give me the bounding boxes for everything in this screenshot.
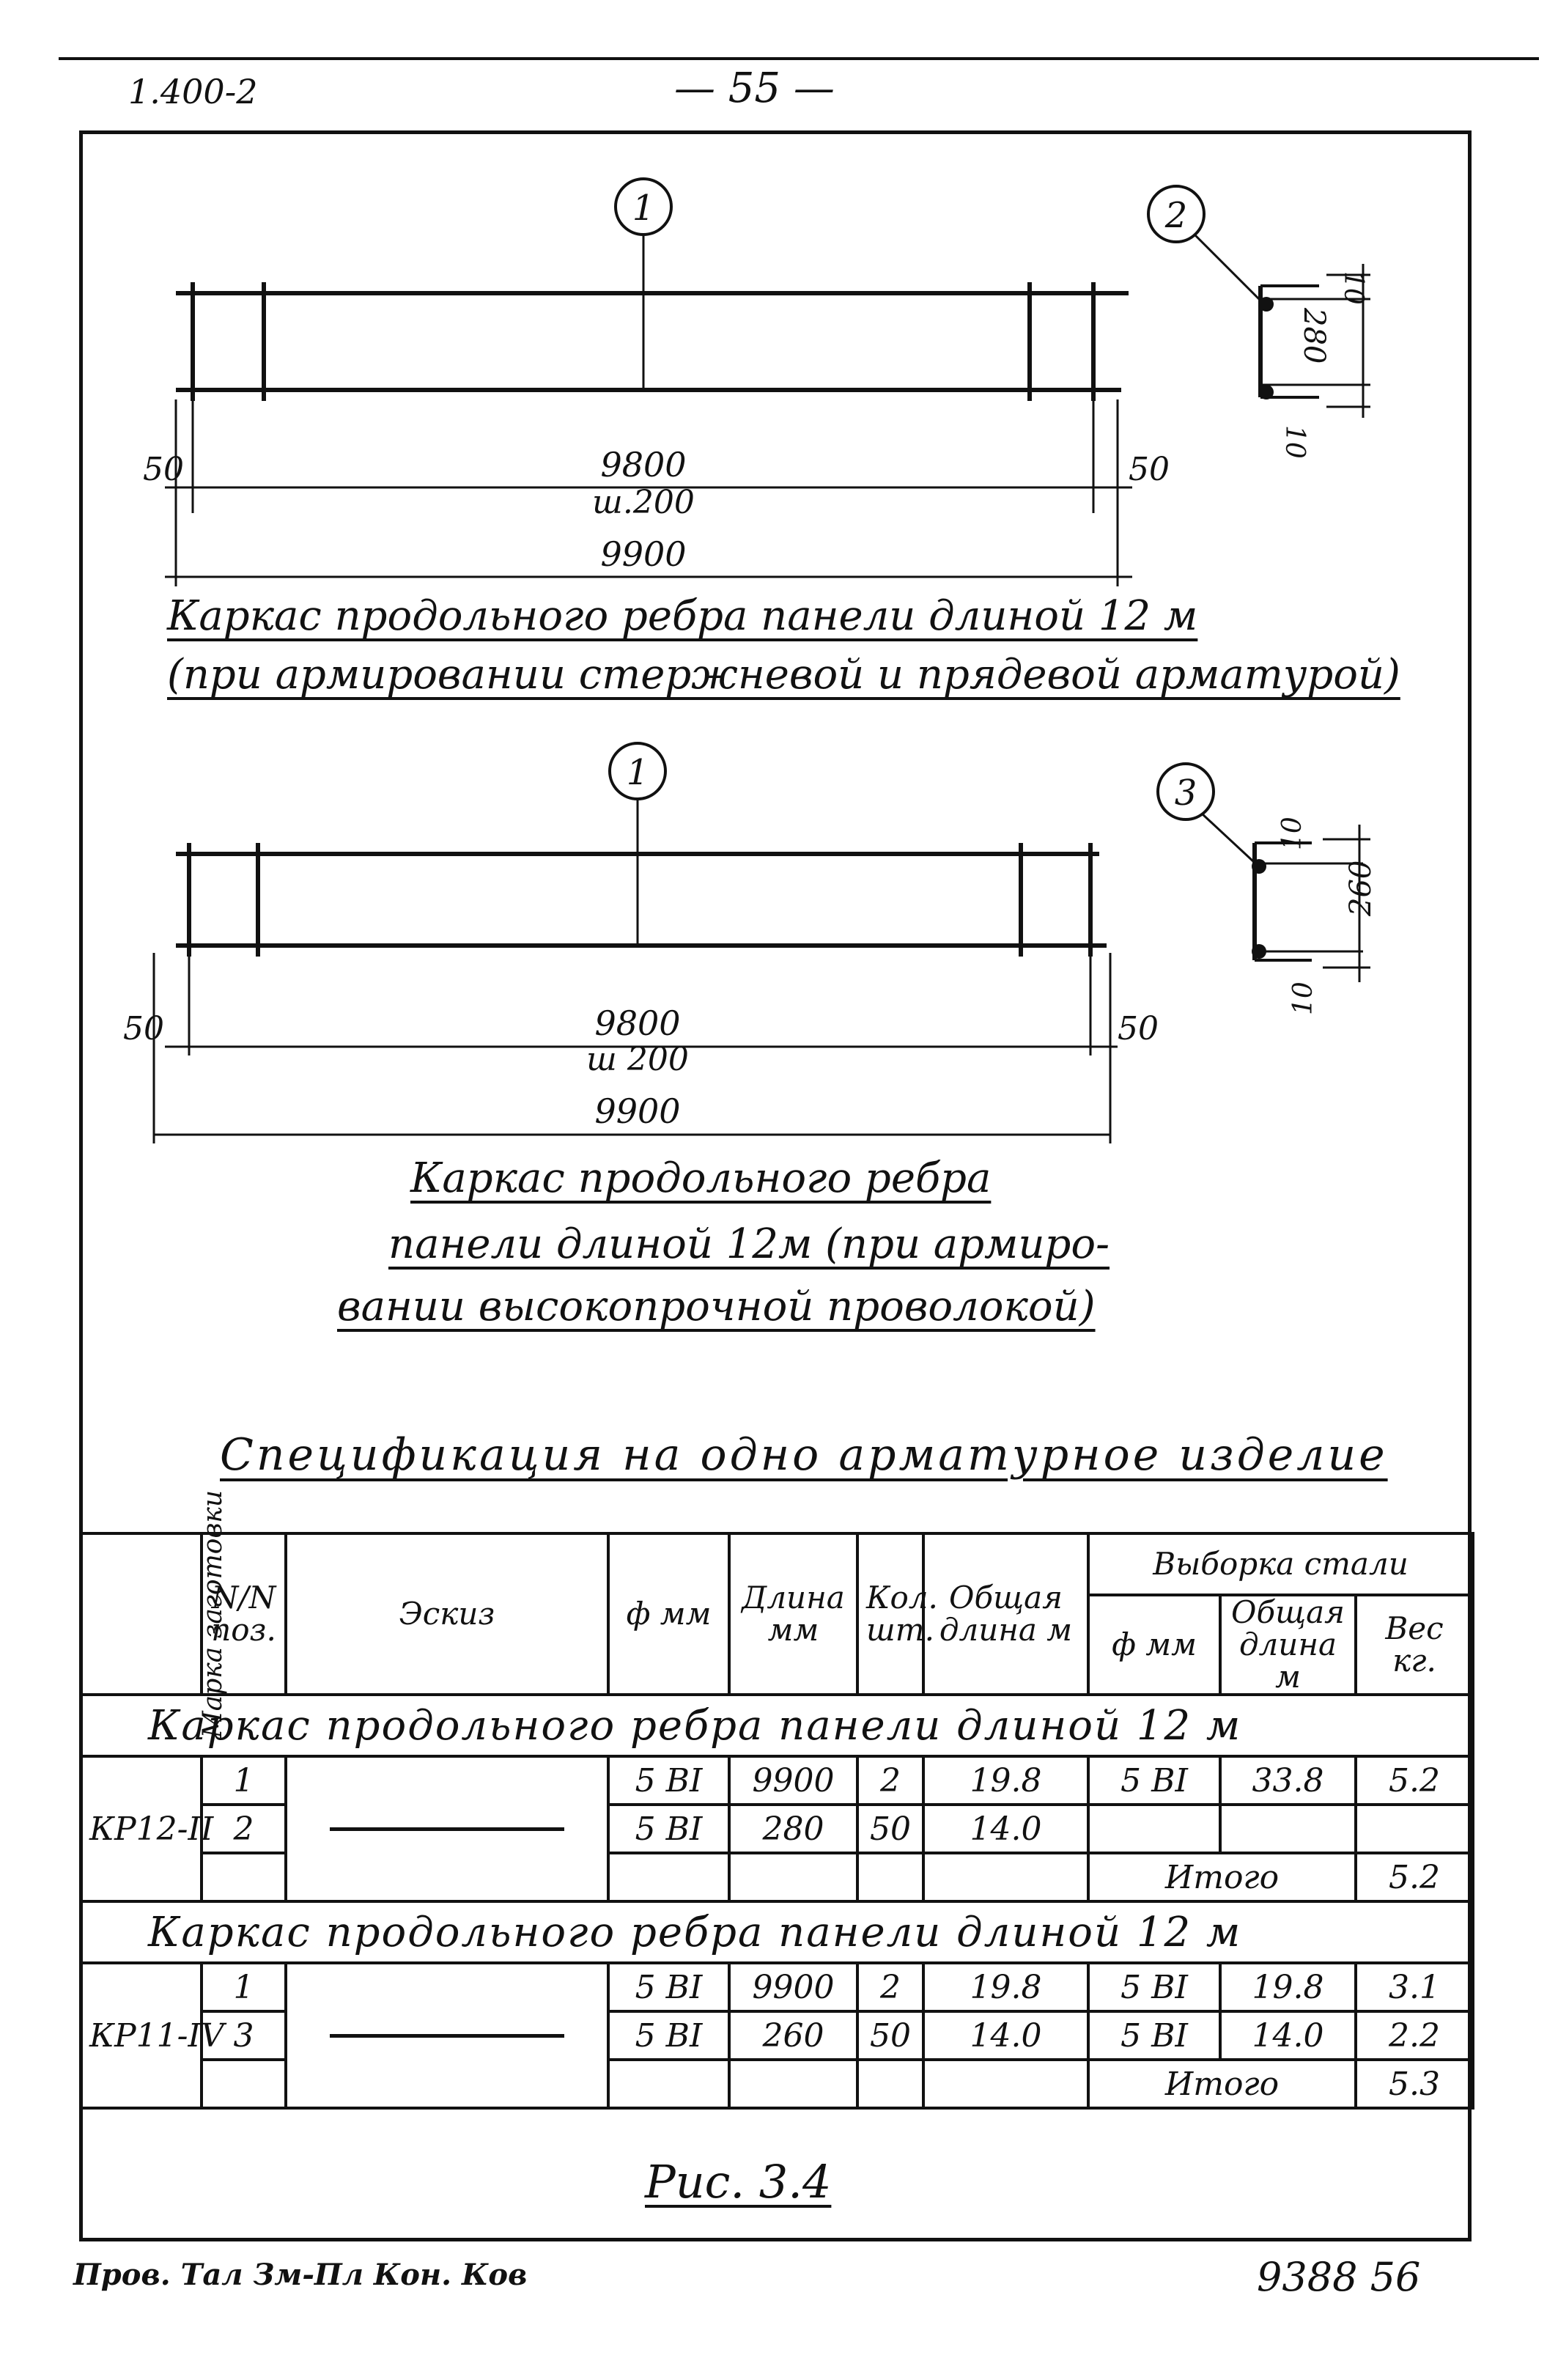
position-2-label: 2	[1164, 195, 1188, 236]
row-pos: 2	[202, 1805, 286, 1853]
row-pos: 1	[202, 1963, 286, 2011]
row-diameter: 5 BI	[608, 2011, 729, 2060]
dim-step: ш.200	[592, 484, 695, 521]
row-steel-weight: 5.2	[1356, 1756, 1473, 1805]
section-1-title: Каркас продольного ребра панели длиной 12 м	[81, 1695, 1473, 1756]
row-length: 9900	[729, 1963, 857, 2011]
row-length: 260	[729, 2011, 857, 2060]
row-qty: 2	[857, 1963, 923, 2011]
footer-signatures: Пров. Тал Зм-Пл Кон. Ков	[73, 2258, 528, 2292]
empty-cell	[857, 2060, 923, 2108]
side-dim-top: 10	[1338, 271, 1368, 305]
row-steel-total-length: 14.0	[1220, 2011, 1356, 2060]
empty-cell	[729, 1853, 857, 1901]
row-diameter: 5 BI	[608, 1963, 729, 2011]
row-steel-diameter: 5 BI	[1088, 2011, 1220, 2060]
row-total-length: 14.0	[923, 1805, 1088, 1853]
row-diameter: 5 BI	[608, 1805, 729, 1853]
d2-dim-mid: 9800	[594, 1003, 681, 1043]
header-qty: Кол. шт.	[857, 1533, 923, 1695]
header-mark: Марка заготовки	[81, 1533, 202, 1695]
dim-total: 9900	[600, 534, 687, 574]
empty-cell	[729, 2060, 857, 2108]
side-dim-mid: 280	[1297, 308, 1331, 364]
row-steel-total-length: 33.8	[1220, 1756, 1356, 1805]
side-dim-bottom: 10	[1280, 425, 1310, 459]
drawing-2-caption-line-2: панели длиной 12м (при армиро-	[388, 1220, 1110, 1268]
header-diameter: ф мм	[608, 1533, 729, 1695]
position-1-label: 1	[632, 188, 655, 229]
d2-side-dim-bottom: 10	[1288, 981, 1318, 1015]
dim-right: 50	[1129, 451, 1170, 488]
row-length: 9900	[729, 1756, 857, 1805]
section-1-total-value: 5.2	[1356, 1853, 1473, 1901]
drawing-2-caption-line-3: вании высокопрочной проволокой)	[337, 1283, 1096, 1330]
d2-dim-left: 50	[123, 1010, 164, 1047]
spec-title: Спецификация на одно арматурное изделие	[220, 1429, 1388, 1481]
row-steel-total-length	[1220, 1805, 1356, 1853]
figure-caption: Рис. 3.4	[645, 2155, 832, 2208]
row-total-length: 19.8	[923, 1963, 1088, 2011]
row-steel-diameter: 5 BI	[1088, 1756, 1220, 1805]
d2-position-1-label: 1	[626, 752, 649, 793]
specification-table	[79, 1489, 1474, 2110]
header-steel-total-length: Общая длина м	[1220, 1595, 1356, 1695]
drawing-2-caption-line-1: Каркас продольного ребра	[410, 1154, 992, 1202]
header-length: Длина мм	[729, 1533, 857, 1695]
row-pos: 1	[202, 1756, 286, 1805]
row-steel-diameter: 5 BI	[1088, 1963, 1220, 2011]
row-steel-weight: 3.1	[1356, 1963, 1473, 2011]
section-1-total-label: Итого	[1088, 1853, 1356, 1901]
document-code: 1.400-2	[128, 72, 258, 111]
empty-cell	[857, 1853, 923, 1901]
empty-cell	[202, 1853, 286, 1901]
drawing-1-caption-line-1: Каркас продольного ребра панели длиной 12 м	[167, 592, 1198, 640]
row-steel-weight	[1356, 1805, 1473, 1853]
d2-dim-total: 9900	[594, 1091, 681, 1131]
section-2-mark: КР11-IV	[81, 1963, 202, 2108]
table-row	[81, 1963, 1473, 2011]
row-steel-total-length: 19.8	[1220, 1963, 1356, 2011]
row-qty: 50	[857, 2011, 923, 2060]
bar-sketch	[330, 2034, 564, 2038]
d2-side-dim-top: 10	[1277, 817, 1307, 850]
section-2-total-value: 5.3	[1356, 2060, 1473, 2108]
row-qty: 2	[857, 1756, 923, 1805]
row-steel-weight: 2.2	[1356, 2011, 1473, 2060]
page-number: — 55 —	[674, 65, 835, 112]
sketch-cell	[286, 1756, 608, 1901]
row-steel-diameter	[1088, 1805, 1220, 1853]
empty-cell	[923, 1853, 1088, 1901]
row-total-length: 19.8	[923, 1756, 1088, 1805]
d2-position-3-label: 3	[1174, 773, 1197, 814]
empty-cell	[202, 2060, 286, 2108]
footer-archive-number: 9388 56	[1257, 2254, 1421, 2300]
header-steel-diameter: ф мм	[1088, 1595, 1220, 1695]
d2-dim-step: ш 200	[586, 1041, 689, 1078]
empty-cell	[608, 1853, 729, 1901]
row-diameter: 5 BI	[608, 1756, 729, 1805]
row-length: 280	[729, 1805, 857, 1853]
header-total-length: Общая длина м	[923, 1533, 1088, 1695]
empty-cell	[608, 2060, 729, 2108]
header-sketch: Эскиз	[286, 1533, 608, 1695]
sketch-cell	[286, 1963, 608, 2108]
section-2-total-label: Итого	[1088, 2060, 1356, 2108]
empty-cell	[923, 2060, 1088, 2108]
d2-side-dim-mid: 260	[1344, 860, 1378, 916]
header-steel-group: Выборка стали	[1088, 1533, 1473, 1595]
section-2-title: Каркас продольного ребра панели длиной 12 м	[81, 1901, 1473, 1963]
d2-dim-right: 50	[1118, 1010, 1159, 1047]
bar-sketch	[330, 1827, 564, 1831]
row-pos: 3	[202, 2011, 286, 2060]
dim-left: 50	[143, 451, 184, 488]
header-pos: N/N поз.	[202, 1533, 286, 1695]
dim-mid: 9800	[600, 445, 687, 485]
table-row	[81, 1756, 1473, 1805]
drawing-1-caption-line-2: (при армировании стержневой и прядевой арматурой)	[167, 651, 1400, 699]
row-total-length: 14.0	[923, 2011, 1088, 2060]
row-qty: 50	[857, 1805, 923, 1853]
section-1-mark: КР12-II	[81, 1756, 202, 1901]
header-steel-weight: Вес кг.	[1356, 1595, 1473, 1695]
